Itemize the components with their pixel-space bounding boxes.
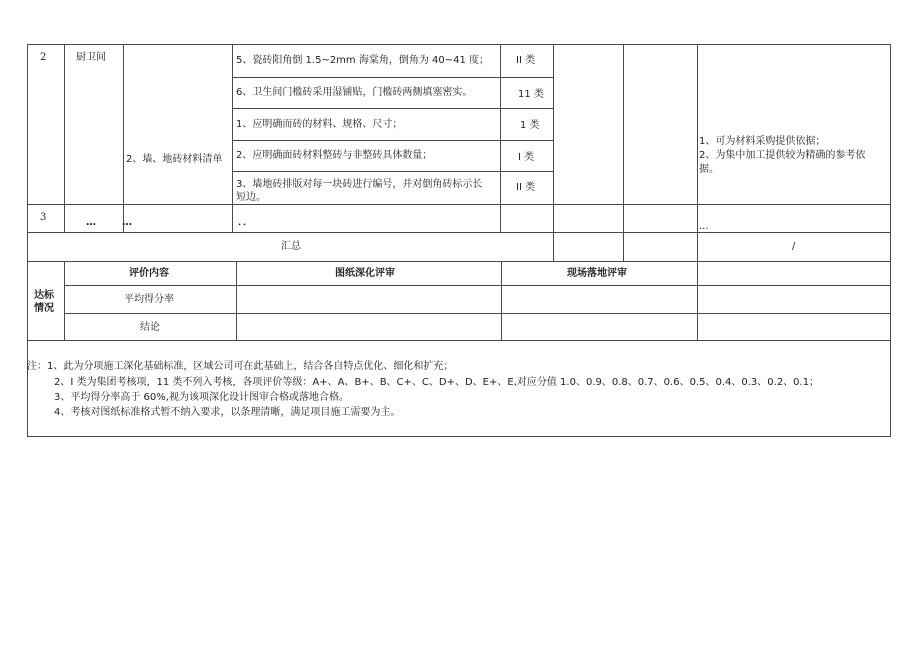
category-cell: 厨卫间 — [76, 52, 106, 63]
rule — [64, 44, 65, 232]
rule — [232, 108, 554, 109]
standard-item: 6、卫生间门槛砖采用湿铺贴，门槛砖两侧填塞密实。 — [236, 87, 473, 98]
rule — [27, 261, 891, 262]
header-site-review: 现场落地评审 — [567, 268, 627, 279]
row-index: 3 — [40, 212, 47, 223]
rule — [232, 140, 554, 141]
rule — [232, 44, 233, 232]
item-class: II 类 — [516, 182, 536, 193]
item-class: II 类 — [516, 55, 536, 66]
rule — [27, 436, 891, 437]
category-cell: … — [86, 217, 96, 228]
standard-item: 2、应明确面砖材料整砖与非整砖具体数量； — [236, 150, 433, 161]
rule — [27, 340, 891, 341]
rule — [890, 44, 891, 436]
item-class: I 类 — [518, 152, 535, 163]
compliance-label: 达标 — [34, 290, 54, 301]
summary-label: 汇总 — [281, 241, 301, 252]
rule — [553, 44, 554, 261]
rule — [697, 44, 698, 261]
rule — [623, 44, 624, 261]
rule — [64, 261, 65, 340]
standard-item: ．． — [238, 217, 253, 228]
remark-cell: 1、可为材料采购提供依据； — [699, 136, 826, 147]
item-class: 1 类 — [520, 120, 540, 131]
rule — [236, 261, 237, 340]
summary-slash: / — [792, 241, 796, 252]
note-line: 3、平均得分率高于 60%,视为该项深化设计图审合格或落地合格。 — [54, 392, 349, 403]
rule — [64, 313, 891, 314]
average-score-label: 平均得分率 — [124, 294, 174, 305]
subcategory-cell: 2、墙、地砖材料清单 — [126, 154, 223, 165]
subcategory-cell: … — [122, 217, 132, 228]
rule — [27, 44, 891, 45]
rule — [232, 77, 554, 78]
rule — [123, 44, 124, 232]
standard-item: 3、墙地砖排版对每一块砖进行编号，并对倒角砖标示长 — [236, 179, 483, 190]
standard-item: 5、瓷砖阳角倒 1.5~2mm 海棠角，倒角为 40~41 度； — [236, 55, 490, 66]
rule — [27, 204, 891, 205]
conclusion-label: 结论 — [140, 322, 160, 333]
rule — [501, 261, 502, 340]
remark-cell: 2、为集中加工提供较为精确的参考依 — [699, 150, 866, 161]
rule — [232, 171, 554, 172]
rule — [500, 44, 501, 232]
compliance-label: 情况 — [34, 303, 54, 314]
standard-item: 短边。 — [236, 192, 266, 203]
rule — [64, 285, 891, 286]
rule — [697, 261, 698, 340]
item-class: 11 类 — [518, 89, 544, 100]
row-index: 2 — [40, 52, 47, 63]
remark-cell: 据。 — [699, 164, 719, 175]
rule — [27, 232, 891, 233]
standard-item: 1、应明确而砖的材料、规格、尺寸； — [236, 119, 403, 130]
rule — [27, 44, 28, 436]
note-line: 注：1、此为分项施工深化基础标准，区域公司可在此基础上，结合各自特点优化、细化和扩充； — [27, 361, 454, 372]
remark-cell: ... — [699, 221, 709, 232]
header-content: 评价内容 — [129, 268, 169, 279]
note-line: 2、I 类为集团考核项，11 类不列入考核，各项评价等级：A+、A、B+、B、C+、C、D+、D、E+、E,对应分值 1.0、0.9、0.8、0.7、0.6、0.5、0.4、0.3、0.2、0.1； — [54, 377, 820, 388]
note-line: 4、考核对图纸标准格式暂不纳入要求，以条理清晰，满足项目施工需要为主。 — [54, 407, 401, 418]
header-drawing-review: 图纸深化评审 — [335, 268, 395, 279]
